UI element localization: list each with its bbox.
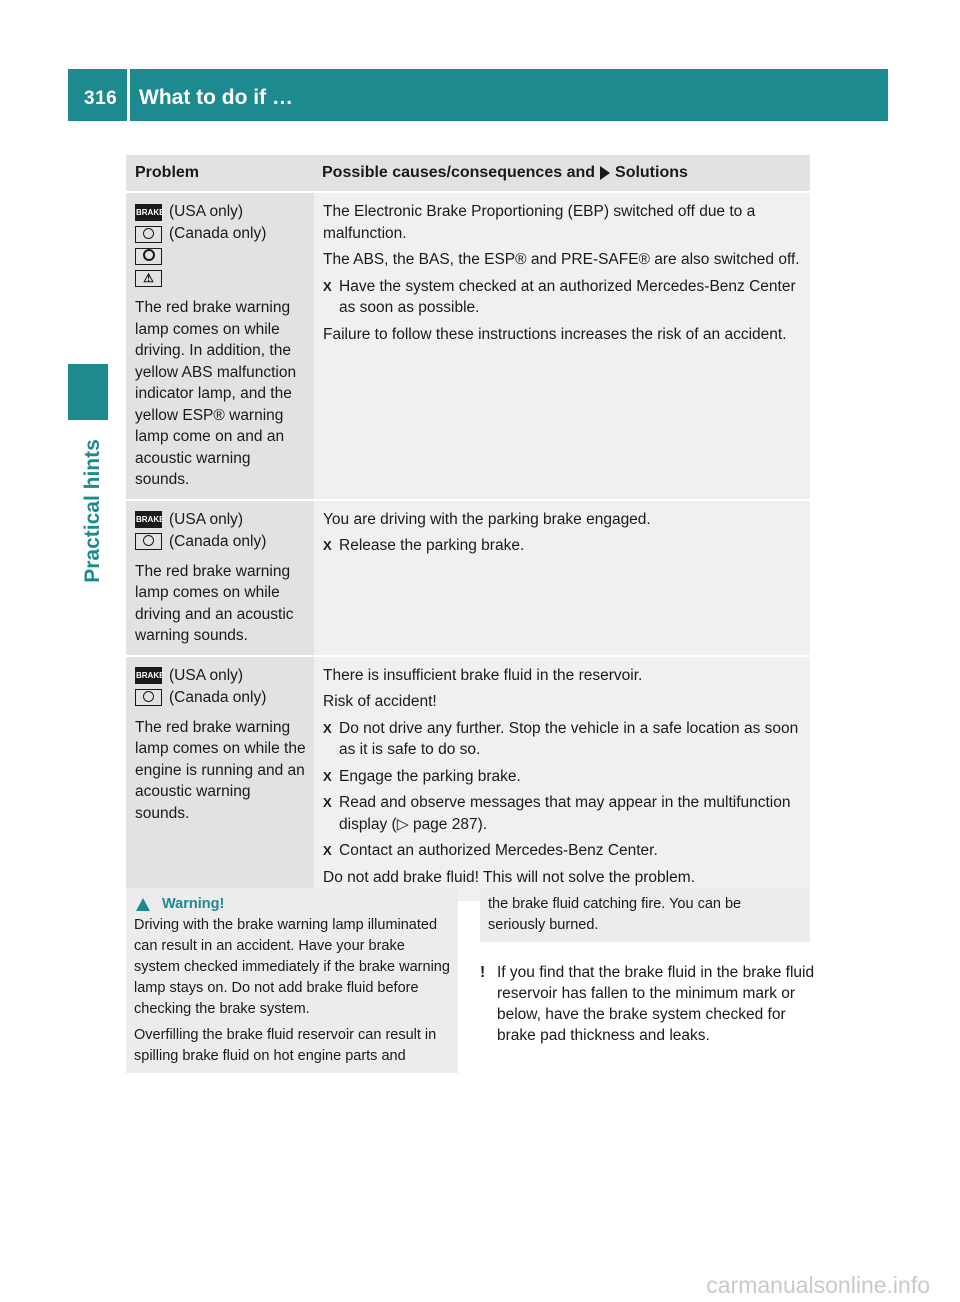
solution-step xyxy=(323,840,804,862)
indicator-label: (USA only) xyxy=(169,510,244,528)
table-row xyxy=(126,191,810,499)
indicator-line xyxy=(135,223,308,245)
warning-title-text: Warning! xyxy=(162,896,225,912)
solution-text: Risk of accident! xyxy=(323,693,437,710)
solution-step xyxy=(323,718,804,761)
indicator-label: (USA only) xyxy=(169,203,244,221)
column-header-problem: Problem xyxy=(135,164,200,181)
abs-icon xyxy=(135,248,162,265)
solution-text: You are driving with the parking brake engaged. xyxy=(323,510,651,528)
step-marker-icon: X xyxy=(323,278,332,294)
table-header xyxy=(126,155,810,191)
table-row xyxy=(126,655,810,902)
solution-step xyxy=(323,276,804,319)
brake-circle-icon xyxy=(135,533,162,550)
solution-step xyxy=(323,766,804,788)
indicator-line xyxy=(135,531,308,553)
step-marker-icon: X xyxy=(323,843,332,858)
problem-description: The red brake warning lamp comes on while the engine is running and an acoustic warning sounds. xyxy=(135,718,306,822)
step-text: Contact an authorized Mercedes-Benz Center. xyxy=(339,842,658,859)
solution-text: There is insufficient brake fluid in the reservoir. xyxy=(323,666,643,684)
solution-cell xyxy=(314,657,810,902)
indicator-line xyxy=(135,687,308,709)
table-row xyxy=(126,499,810,655)
brake-circle-icon xyxy=(135,689,162,706)
column-header-causes: Possible causes/consequences and xyxy=(322,164,596,181)
chapter-title: What to do if … xyxy=(139,86,293,109)
step-marker-icon: X xyxy=(323,768,332,784)
header-divider xyxy=(127,69,130,121)
indicator-line xyxy=(135,509,308,531)
warning-paragraph: Overfilling the brake fluid reservoir can result in spilling brake fluid on hot engine parts and xyxy=(134,1027,437,1064)
solution-text: The Electronic Brake Proportioning (EBP) switched off due to a malfunction. xyxy=(323,203,756,242)
indicator-line xyxy=(135,201,308,223)
indicator-label: (Canada only) xyxy=(169,688,267,706)
warning-continuation: the brake fluid catching fire. You can be seriously burned. xyxy=(480,888,810,942)
problem-description: The red brake warning lamp comes on while driving and an acoustic warning sounds. xyxy=(135,562,294,644)
arrow-right-icon xyxy=(600,166,610,180)
solution-text: Do not add brake fluid! This will not solve the problem. xyxy=(323,868,695,886)
brake-icon: BRAKE xyxy=(135,511,162,528)
warning-triangle-icon xyxy=(136,898,150,911)
indicator-label: (Canada only) xyxy=(169,225,267,243)
step-text: Read and observe messages that may appear in the multifunction display (▷ page 287). xyxy=(339,794,791,833)
step-text: Have the system checked at an authorized Mercedes-Benz Center as soon as possible. xyxy=(339,277,796,316)
section-side-label: Practical hints xyxy=(81,439,104,583)
note-block xyxy=(480,962,815,1046)
side-tab-marker xyxy=(68,364,108,420)
warning-paragraph: Driving with the brake warning lamp illuminated can result in an accident. Have your brake system checked immediately if the brake warning lamp stays on. Do not add brake fluid before checking the brake system. xyxy=(134,917,450,1017)
step-marker-icon: X xyxy=(323,538,332,553)
step-text: Do not drive any further. Stop the vehicle in a safe location as soon as it is safe to do so. xyxy=(339,719,799,758)
solution-cell xyxy=(314,193,810,499)
brake-icon: BRAKE xyxy=(135,204,162,221)
warning-box xyxy=(126,888,458,1073)
problem-cell xyxy=(126,193,314,499)
column-header-solutions xyxy=(314,164,688,182)
indicator-label: (Canada only) xyxy=(169,532,267,550)
brake-icon: BRAKE xyxy=(135,667,162,684)
page-number: 316 xyxy=(84,88,118,109)
solution-text: The ABS, the BAS, the ESP® and PRE-SAFE® are also switched off. xyxy=(323,251,800,268)
indicator-line xyxy=(135,267,308,289)
watermark: carmanualsonline.info xyxy=(706,1272,930,1298)
solution-step xyxy=(323,535,804,557)
indicator-line xyxy=(135,245,308,267)
solution-cell xyxy=(314,501,810,655)
warning-title xyxy=(134,894,450,915)
indicator-label: (USA only) xyxy=(169,666,244,684)
step-marker-icon: X xyxy=(323,720,332,736)
step-text: Engage the parking brake. xyxy=(339,767,521,785)
problem-description: The red brake warning lamp comes on while driving. In addition, the yellow ABS malfunction indicator lamp, and the yellow ESP® warning lamp come on and an acoustic warning sounds. xyxy=(135,299,297,488)
step-marker-icon: X xyxy=(323,795,332,810)
exclamation-icon: ! xyxy=(480,964,486,981)
problem-table xyxy=(126,155,810,901)
brake-circle-icon xyxy=(135,226,162,243)
warning-triangle-icon: ⚠ xyxy=(135,270,162,287)
problem-cell xyxy=(126,501,314,655)
solution-text: Failure to follow these instructions increases the risk of an accident. xyxy=(323,325,787,343)
column-header-solutions-label: Solutions xyxy=(615,164,688,181)
note-text: If you find that the brake fluid in the brake fluid reservoir has fallen to the minimum mark or below, have the brake system checked for brake pad thickness and leaks. xyxy=(497,964,815,1044)
solution-step xyxy=(323,792,804,835)
step-text: Release the parking brake. xyxy=(339,537,525,554)
indicator-line xyxy=(135,665,308,687)
problem-cell xyxy=(126,657,314,902)
